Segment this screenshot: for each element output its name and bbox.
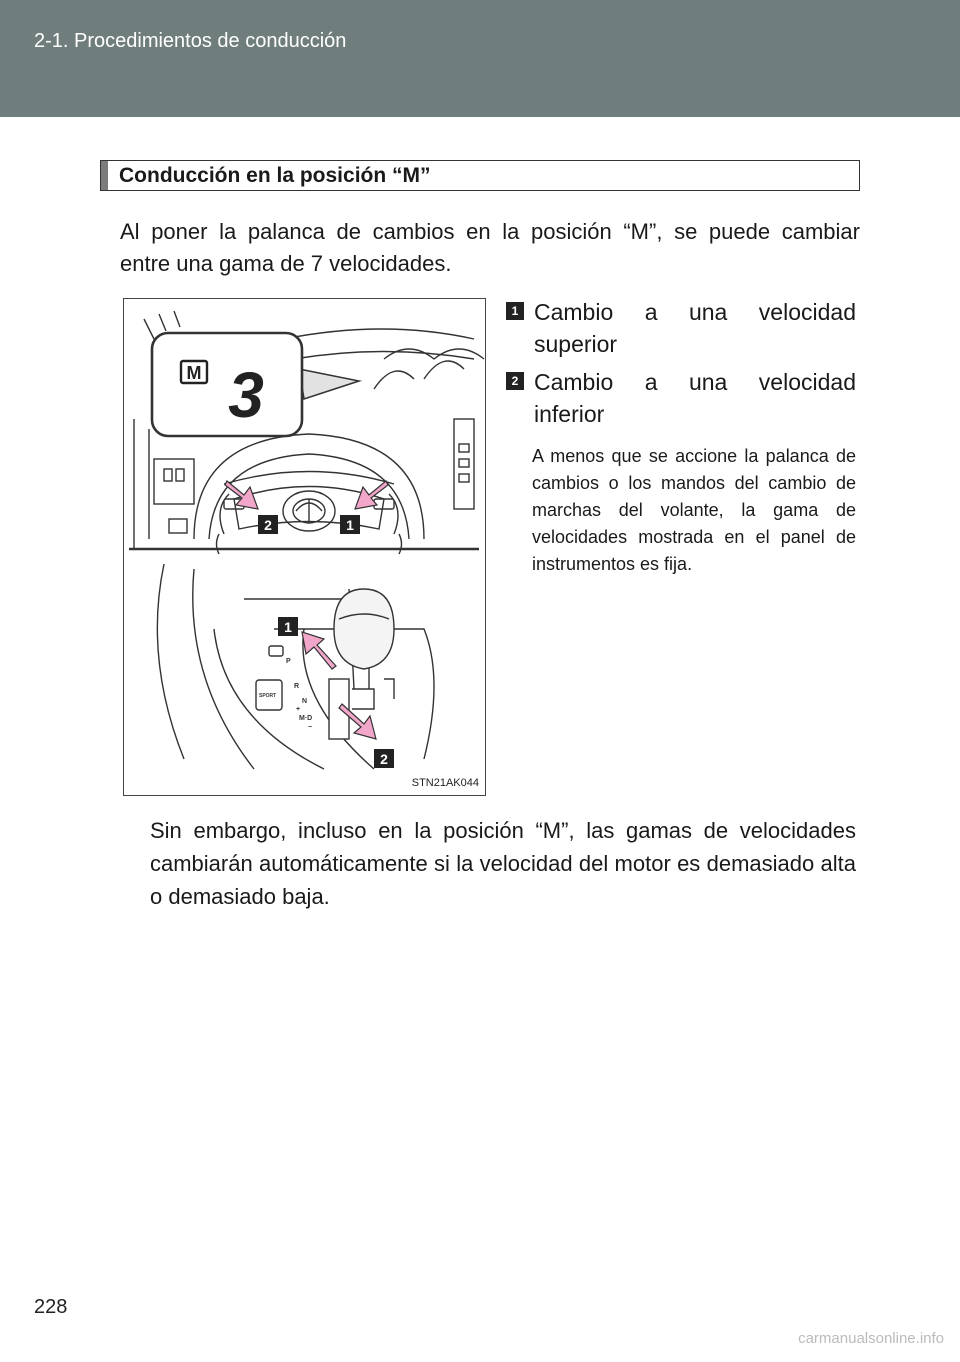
intro-line-1: Al poner la palanca de cambios en la posición “M”, se puede cambiar <box>120 219 860 244</box>
callout-1-wheel: 1 <box>346 517 354 533</box>
note-paragraph: A menos que se accione la palanca de cambios o los mandos del cambio de marchas del volante, la gama de velocidades mostrada en el panel de instrumentos es fija. <box>532 446 856 574</box>
gate-r: R <box>294 683 300 690</box>
page-number: 228 <box>34 1296 68 1318</box>
illustration-drawing <box>124 299 485 795</box>
item-number-badge: 1 <box>506 302 524 320</box>
gate-md: M·D <box>299 715 313 722</box>
shift-illustration <box>123 298 486 796</box>
display-callout <box>152 333 359 436</box>
body-paragraph: Sin embargo, incluso en la posición “M”, las gamas de velocidades cambiarán automáticamente si la velocidad del motor es demasiado alta o demasiado baja. <box>150 818 856 909</box>
item-text-line-1: Cambio a una velocidad <box>534 299 856 325</box>
heading-bar <box>101 161 108 190</box>
section-heading <box>100 160 860 191</box>
item-text <box>534 296 856 360</box>
gate-plus: + <box>296 706 301 713</box>
item-text-line-1: Cambio a una velocidad <box>534 369 856 395</box>
item-text <box>534 366 856 430</box>
watermark: carmanualsonline.info <box>798 1330 944 1347</box>
paddle-arrow-left <box>225 481 258 509</box>
section-title: 2-1. Procedimientos de conducción <box>34 30 347 52</box>
display-mode-letter: M <box>186 363 202 383</box>
callout-1-lever: 1 <box>284 619 292 635</box>
intro-line-2: entre una gama de 7 velocidades. <box>120 251 452 276</box>
item-text-line-2: inferior <box>534 401 605 427</box>
gate-minus: − <box>308 724 313 731</box>
list-item-upshift <box>506 296 856 360</box>
intro-paragraph <box>120 216 860 280</box>
callout-2-lever: 2 <box>380 751 388 767</box>
sport-button-label: SPORT <box>259 693 277 699</box>
page-header <box>0 0 960 117</box>
list-item-downshift <box>506 366 856 430</box>
gate-n: N <box>302 698 308 705</box>
callout-2-wheel: 2 <box>264 517 272 533</box>
item-number-badge: 2 <box>506 372 524 390</box>
gate-p: P <box>286 658 291 665</box>
item-text-line-2: superior <box>534 331 618 357</box>
figure-code: STN21AK044 <box>411 777 479 789</box>
display-gear-digit: 3 <box>228 359 264 431</box>
lever-arrow-up <box>302 632 336 669</box>
heading-title: Conducción en la posición “M” <box>119 164 431 187</box>
